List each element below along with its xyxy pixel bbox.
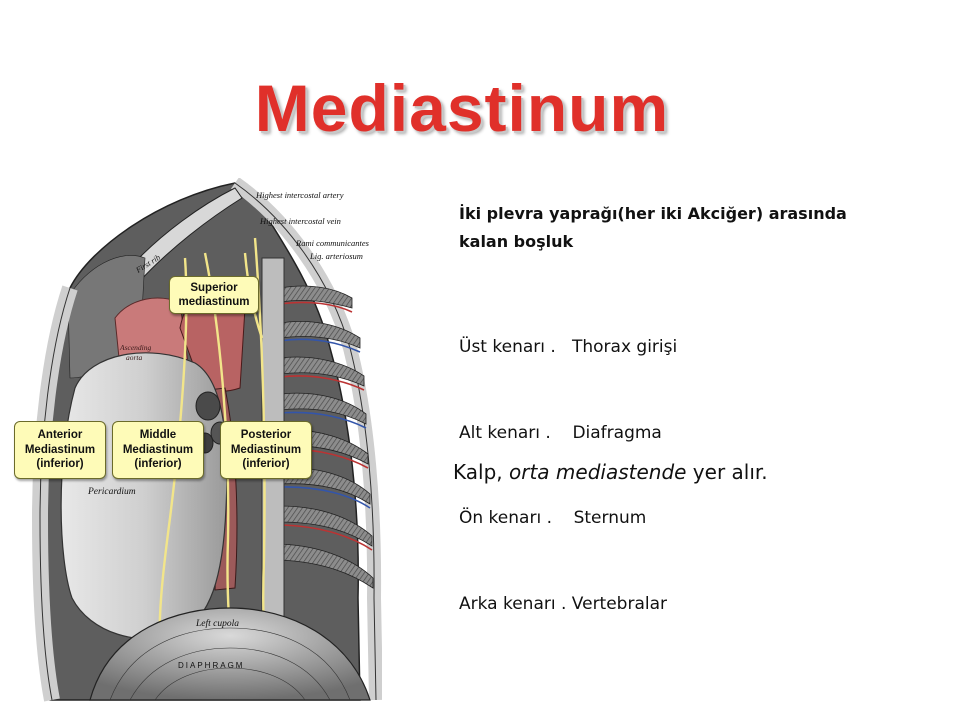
definition-line-2: kalan boşluk [459, 232, 574, 251]
heart-note-prefix: Kalp, [453, 460, 509, 484]
mediastinum-illustration [24, 178, 382, 706]
label-rami-communicantes: Rami communicantes [296, 238, 369, 248]
border-item-anterior: Ön kenarı . Sternum [459, 508, 647, 528]
middle-box-line1: Middle [139, 429, 177, 442]
heart-note-suffix: yer alır. [686, 460, 768, 484]
definition-text [459, 200, 929, 675]
anterior-box-line2: Mediastinum [24, 443, 96, 456]
label-left-cupola: Left cupola [196, 619, 240, 629]
middle-box-line3: (inferior) [134, 458, 182, 471]
middle-box-line2: Mediastinum [122, 443, 194, 456]
posterior-box-line1: Posterior [240, 429, 292, 442]
middle-mediastinum-box [112, 421, 204, 479]
border-item-inferior: Alt kenarı . Diafragma [459, 422, 662, 443]
superior-box-line2: mediastinum [178, 296, 250, 308]
heart-note-emphasis: orta mediastende [509, 460, 687, 484]
anterior-mediastinum-box [14, 421, 106, 479]
posterior-mediastinum-box [220, 421, 312, 479]
superior-box-line1: Superior [190, 281, 238, 294]
anterior-box-line1: Anterior [37, 429, 83, 442]
label-ascending-aorta-1: Ascending [120, 343, 152, 352]
border-item-posterior: Arka kenarı . Vertebralar [459, 593, 668, 614]
label-highest-intercostal-artery: Highest intercostal artery [256, 190, 344, 200]
label-highest-intercostal-vein: Highest intercostal vein [260, 216, 341, 226]
superior-mediastinum-box [169, 276, 259, 314]
label-ascending-aorta-2: aorta [126, 353, 143, 362]
anterior-box-line3: (inferior) [36, 458, 84, 471]
label-pericardium: Pericardium [88, 487, 136, 497]
label-diaphragm: DIAPHRAGM [178, 661, 245, 670]
definition-line-1: İki plevra yaprağı(her iki Akciğer) arasında [459, 204, 847, 223]
label-first-rib: First rib [134, 252, 162, 275]
posterior-box-line2: Mediastinum [230, 443, 302, 456]
heart-location-note [453, 460, 768, 484]
slide-title: Mediastinum [254, 71, 670, 145]
posterior-box-line3: (inferior) [242, 458, 290, 471]
label-lig-arteriosum: Lig. arteriosum [310, 251, 363, 261]
border-item-superior: Üst kenarı . Thorax girişi [459, 337, 678, 357]
